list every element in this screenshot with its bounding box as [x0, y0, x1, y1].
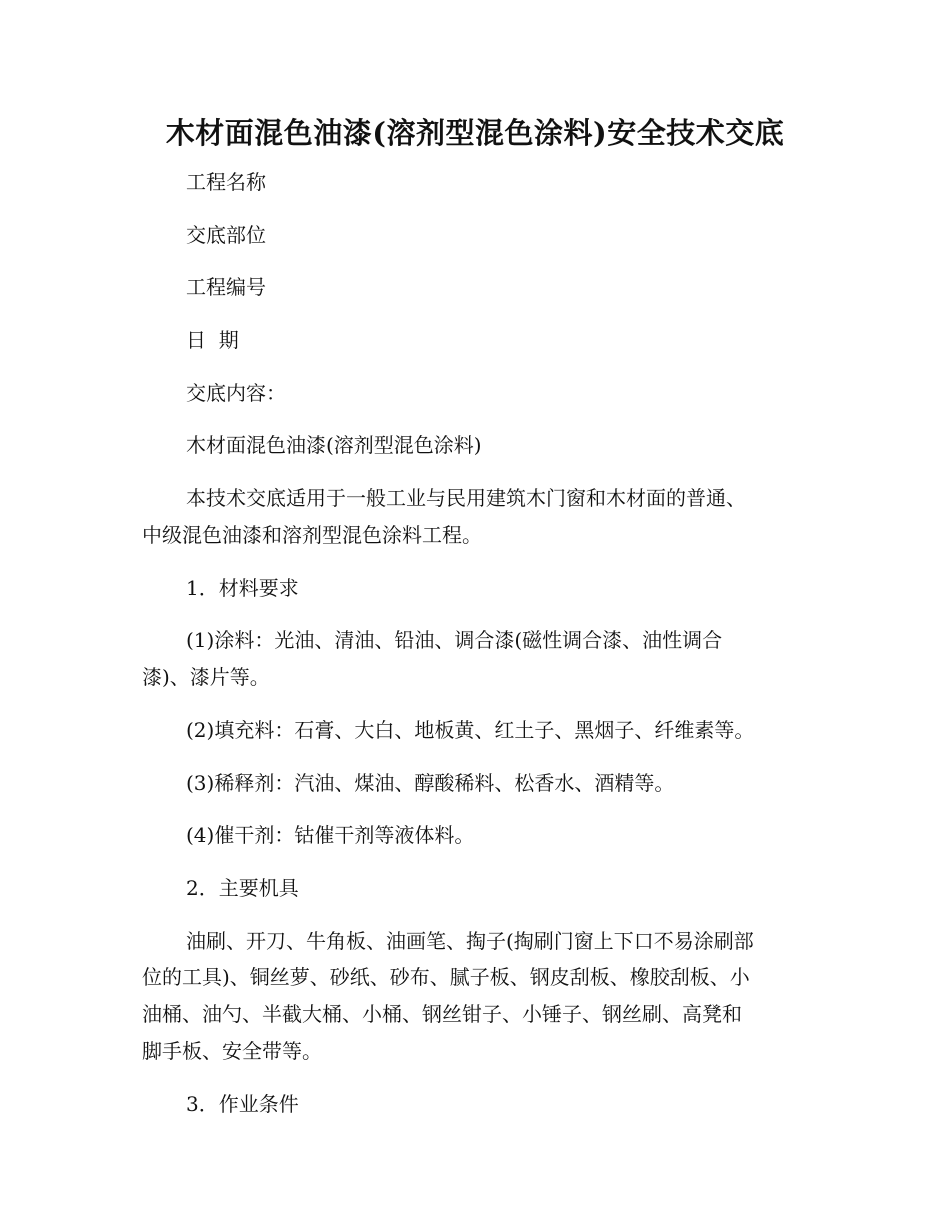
section-1-item-2: (2)填充料：石膏、大白、地板黄、红土子、黑烟子、纤维素等。 — [186, 718, 755, 742]
section-1-heading: 1．材料要求 — [186, 576, 299, 600]
section-2-heading: 2．主要机具 — [186, 876, 299, 900]
section-1-item-4: (4)催干剂：钴催干剂等液体料。 — [186, 823, 475, 847]
field-handover-part: 交底部位 — [186, 223, 266, 247]
field-content-label: 交底内容： — [186, 381, 286, 405]
section-2-line-2: 位的工具)、铜丝萝、砂纸、砂布、腻子板、钢皮刮板、橡胶刮板、小 — [142, 965, 750, 989]
intro-line-2: 中级混色油漆和溶剂型混色涂料工程。 — [142, 523, 482, 547]
section-1-item-3: (3)稀释剂：汽油、煤油、醇酸稀料、松香水、酒精等。 — [186, 771, 675, 795]
section-2-line-1: 油刷、开刀、牛角板、油画笔、掏子(掏刷门窗上下口不易涂刷部 — [186, 929, 754, 953]
field-project-number: 工程编号 — [186, 275, 266, 299]
field-project-name: 工程名称 — [186, 170, 266, 194]
section-2-line-4: 脚手板、安全带等。 — [142, 1039, 322, 1063]
document-subtitle: 木材面混色油漆(溶剂型混色涂料) — [186, 433, 482, 457]
section-1-item-1-line-2: 漆)、漆片等。 — [142, 665, 270, 689]
document-title: 木材面混色油漆(溶剂型混色涂料)安全技术交底 — [165, 116, 785, 150]
field-date: 日 期 — [186, 328, 239, 352]
section-1-item-1-line-1: (1)涂料：光油、清油、铅油、调合漆(磁性调合漆、油性调合 — [186, 628, 723, 652]
section-2-line-3: 油桶、油勺、半截大桶、小桶、钢丝钳子、小锤子、钢丝刷、高凳和 — [142, 1002, 742, 1026]
section-3-heading: 3．作业条件 — [186, 1092, 299, 1116]
intro-line-1: 本技术交底适用于一般工业与民用建筑木门窗和木材面的普通、 — [186, 486, 746, 510]
